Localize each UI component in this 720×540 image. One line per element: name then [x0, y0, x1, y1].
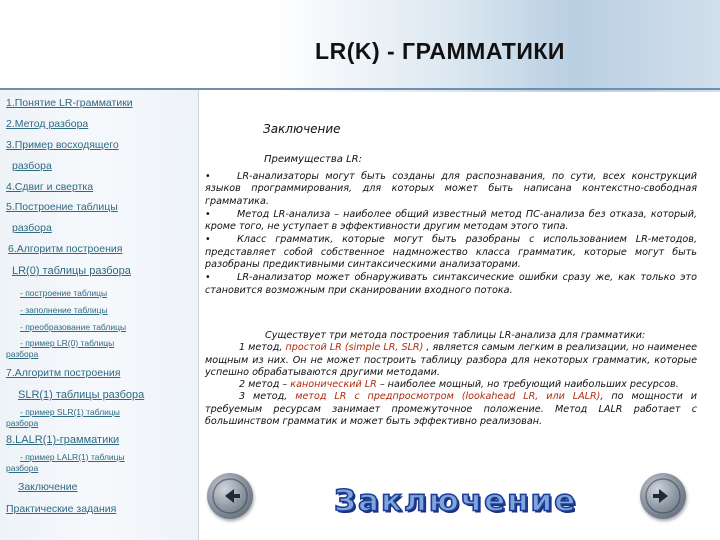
methods-block: [205, 330, 697, 428]
arrow-right-icon: [640, 473, 686, 519]
sidebar-item-slr1-table[interactable]: SLR(1) таблицы разбора: [18, 389, 145, 401]
sidebar-item-table-fill[interactable]: - заполнение таблицы: [20, 305, 108, 315]
list-item: [205, 234, 697, 271]
bullet-text: LR-анализатор может обнаруживать синтаксические ошибки сразу же, как только это становится возможным при сканировании входного потока.: [205, 272, 697, 296]
method-3: 3 метод, метод LR с предпросмотром (lookahead LR, или LALR), по мощности и требуемым ресурсам занимает промежуточное положение. Метод LALR работает с большинством грамматик и может быть эффективно реализован.: [205, 391, 697, 428]
method-1: 1 метод, простой LR (simple LR, SLR) , является самым легким в реализации, но наименее мощным из них. Он не может построить таблицу разбора для некоторых грамматик, которые успешно обрабатываются другими методами.: [205, 342, 697, 378]
bullet-marker: •: [205, 272, 211, 284]
bullet-text: LR-анализаторы могут быть созданы для распознавания, по сути, всех конструкций языков программирования, для которых может быть написана контекстно-свободная грамматика.: [205, 171, 697, 207]
bullet-text: Метод LR-анализа – наиболее общий известный метод ПС-анализа без отказа, который, кроме того, не уступает в эффективности другим методам этого типа.: [205, 208, 697, 233]
bullet-text: Класс грамматик, которые могут быть разобраны с использованием LR-методов, представляет собой собственное надмножество класса грамматик, которые могут быть разобраны предиктивными синтаксическими анализаторами.: [205, 234, 697, 271]
sidebar-item-lr-grammar[interactable]: 1.Понятие LR-грамматики: [6, 97, 133, 109]
method-2: 2 метод – канонический LR – наиболее мощный, но требующий наибольших ресурсов.: [239, 379, 679, 391]
bullet-marker: •: [205, 208, 211, 220]
sidebar-item-lr0-example[interactable]: - пример LR(0) таблицы: [20, 338, 115, 348]
sidebar-item-lalr1-example[interactable]: - пример LALR(1) таблицы: [20, 452, 125, 462]
sidebar-item-parse-method[interactable]: 2.Метод разбора: [6, 118, 89, 130]
sidebar-item-lr0-algorithm[interactable]: 6.Алгоритм построения: [8, 243, 123, 255]
sidebar-item-shift-reduce[interactable]: 4.Сдвиг и свертка: [6, 181, 94, 193]
conclusion-banner: [334, 483, 578, 527]
sidebar-item-bottom-up-example-cont[interactable]: разбора: [12, 160, 52, 172]
list-item: [205, 171, 697, 208]
sidebar-item-bottom-up-example[interactable]: 3.Пример восходящего: [6, 139, 119, 151]
list-item: [205, 272, 697, 297]
bullet-marker: •: [205, 171, 211, 182]
sidebar-item-slr1-example[interactable]: - пример SLR(1) таблицы: [20, 407, 120, 417]
bullet-marker: •: [205, 234, 211, 246]
sidebar-item-lr0-table[interactable]: LR(0) таблицы разбора: [12, 265, 131, 277]
section-heading: Заключение: [263, 122, 341, 136]
method-2-highlight: канонический LR: [290, 379, 377, 391]
next-button[interactable]: [640, 473, 686, 519]
prev-button[interactable]: [207, 473, 253, 519]
sidebar-item-table-construct[interactable]: - построение таблицы: [20, 288, 108, 298]
method-1-highlight: простой LR (simple LR, SLR): [285, 342, 424, 354]
sidebar-item-lr0-example-cont[interactable]: разбора: [6, 349, 39, 359]
sidebar-item-practice[interactable]: Практические задания: [6, 503, 117, 515]
sidebar-item-conclusion[interactable]: Заключение: [18, 481, 78, 493]
sidebar-item-lalr1[interactable]: 8.LALR(1)-грамматики: [6, 434, 120, 446]
sidebar-item-table-build[interactable]: 5.Построение таблицы: [6, 201, 118, 213]
advantages-title: Преимущества LR:: [264, 154, 362, 165]
banner-text: Заключение: [334, 483, 578, 519]
method-3-highlight: метод LR с предпросмотром (lookahead LR, или LALR): [295, 391, 601, 403]
sidebar-item-slr1-algorithm[interactable]: 7.Алгоритм построения: [6, 367, 121, 379]
arrow-left-icon: [207, 473, 253, 519]
sidebar-item-lalr1-example-cont[interactable]: разбора: [6, 463, 39, 473]
list-item: [205, 209, 697, 234]
advantages-list: [205, 171, 697, 298]
page-title: LR(K) - ГРАММАТИКИ: [315, 38, 565, 64]
sidebar-item-table-transform[interactable]: - преобразование таблицы: [20, 322, 127, 332]
methods-intro: Существует три метода построения таблицы LR-анализа для грамматики:: [265, 330, 646, 341]
sidebar-item-slr1-example-cont[interactable]: разбора: [6, 418, 39, 428]
sidebar-item-table-build-cont[interactable]: разбора: [12, 222, 52, 234]
